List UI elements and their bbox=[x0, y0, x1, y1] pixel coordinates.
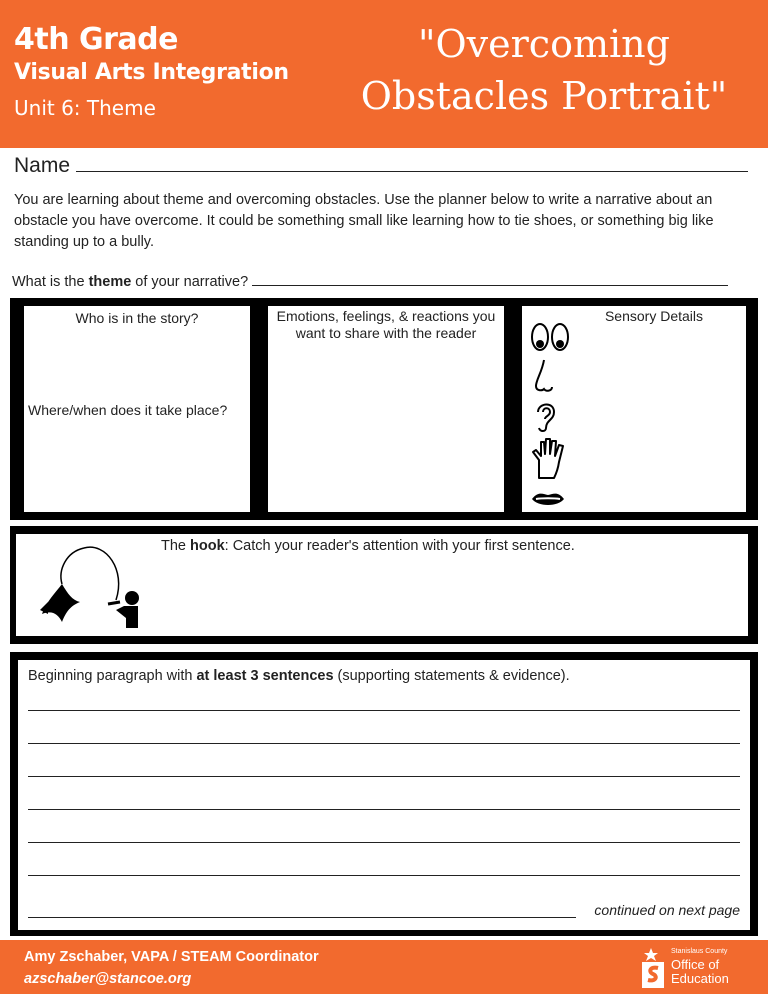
theme-answer-line[interactable] bbox=[252, 272, 728, 286]
subtitle-label: Visual Arts Integration bbox=[14, 60, 289, 85]
hook-frame bbox=[10, 526, 758, 644]
writing-line[interactable] bbox=[28, 743, 740, 744]
writing-line[interactable] bbox=[28, 842, 740, 843]
paragraph-box[interactable] bbox=[18, 660, 750, 930]
writing-line[interactable] bbox=[28, 809, 740, 810]
eyes-icon bbox=[530, 320, 570, 354]
hook-prompt bbox=[161, 538, 575, 554]
footer-banner bbox=[0, 940, 768, 994]
paragraph-bold: at least 3 sentences bbox=[196, 668, 334, 684]
logo-education: Education bbox=[671, 971, 729, 986]
grade-label: 4th Grade bbox=[14, 22, 179, 57]
who-label: Who is in the story? bbox=[75, 310, 199, 326]
writing-line[interactable] bbox=[28, 902, 576, 918]
theme-question-suffix: of your narrative? bbox=[131, 274, 249, 290]
where-label: Where/when does it take place? bbox=[28, 402, 228, 418]
emotions-label: Emotions, feelings, & reactions you want to share with the reader bbox=[276, 308, 496, 341]
writing-line[interactable] bbox=[28, 875, 740, 876]
unit-label: Unit 6: Theme bbox=[14, 96, 156, 120]
name-line[interactable] bbox=[76, 152, 748, 172]
name-label: Name bbox=[14, 154, 71, 177]
writing-line[interactable] bbox=[28, 776, 740, 777]
fishing-icon bbox=[36, 540, 146, 632]
ear-icon bbox=[530, 398, 560, 434]
name-field[interactable] bbox=[14, 152, 748, 178]
header-banner bbox=[0, 0, 768, 148]
logo-county: Stanislaus County bbox=[671, 948, 728, 955]
hook-bold: hook bbox=[190, 538, 225, 554]
hook-box[interactable] bbox=[16, 534, 748, 636]
paragraph-frame bbox=[10, 652, 758, 936]
continued-note: continued on next page bbox=[594, 902, 740, 918]
page-title-line1: "Overcoming bbox=[418, 22, 670, 66]
emotions-box[interactable] bbox=[268, 306, 504, 512]
page-title bbox=[334, 18, 754, 122]
page-title-line2: Obstacles Portrait" bbox=[360, 74, 728, 118]
last-writing-line bbox=[28, 902, 740, 920]
who-where-box[interactable] bbox=[24, 306, 250, 512]
theme-question bbox=[12, 272, 728, 290]
paragraph-suffix: (supporting statements & evidence). bbox=[333, 668, 570, 684]
theme-question-prefix: What is the bbox=[12, 274, 89, 290]
nose-icon bbox=[530, 358, 560, 394]
author-credit: Amy Zschaber, VAPA / STEAM Coordinator bbox=[24, 949, 319, 965]
theme-question-bold: theme bbox=[88, 274, 132, 290]
sensory-label: Sensory Details bbox=[604, 308, 704, 324]
paragraph-prompt bbox=[28, 668, 570, 684]
office-of-education-logo bbox=[638, 946, 758, 990]
sensory-box[interactable] bbox=[522, 306, 746, 512]
hook-suffix: : Catch your reader's attention with your first sentence. bbox=[224, 538, 575, 554]
hook-prefix: The bbox=[161, 538, 191, 554]
author-email[interactable]: azschaber@stancoe.org bbox=[24, 971, 192, 987]
mouth-icon bbox=[530, 490, 566, 508]
hand-icon bbox=[530, 436, 568, 480]
logo-mark-icon bbox=[638, 946, 668, 990]
intro-text: You are learning about theme and overcoming obstacles. Use the planner below to write a narrative about an obstacle you have overcome. It could be something small like learning how to tie shoes, or something big like standing up to a bully. bbox=[14, 192, 714, 250]
logo-office: Office of bbox=[671, 957, 720, 972]
paragraph-prefix: Beginning paragraph with bbox=[28, 668, 197, 684]
planner-frame bbox=[10, 298, 758, 520]
writing-line[interactable] bbox=[28, 710, 740, 711]
